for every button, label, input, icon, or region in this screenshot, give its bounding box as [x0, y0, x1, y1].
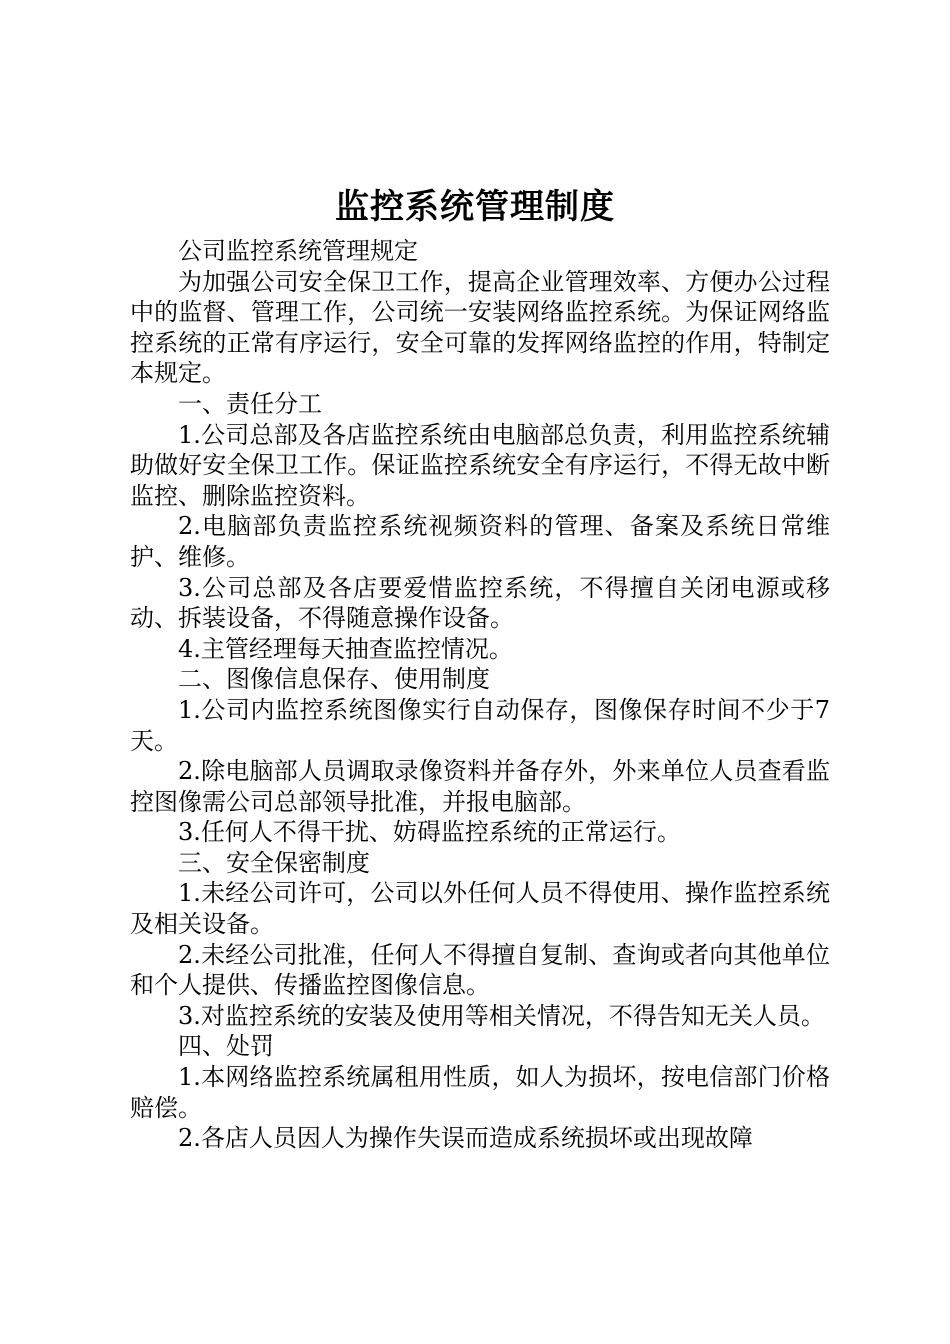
document-body — [130, 236, 830, 1154]
section-heading-penalties: 四、处罚 — [178, 1032, 274, 1061]
clause-paragraph: 3.公司总部及各店要爱惜监控系统，不得擅自关闭电源或移动、拆装设备，不得随意操作设备。 — [130, 573, 830, 633]
clause-paragraph: 1.本网络监控系统属租用性质，如人为损坏，按电信部门价格赔偿。 — [130, 1063, 830, 1122]
section-heading-responsibility: 一、责任分工 — [178, 389, 322, 418]
document-title: 监控系统管理制度 — [335, 187, 615, 227]
clause-paragraph: 2.各店人员因人为操作失误而造成系统损坏或出现故障 — [178, 1124, 753, 1153]
clause-paragraph: 1.公司内监控系统图像实行自动保存，图像保存时间不少于7天。 — [130, 695, 830, 755]
clause-paragraph: 3.对监控系统的安装及使用等相关情况，不得告知无关人员。 — [178, 1001, 825, 1030]
intro-paragraph: 为加强公司安全保卫工作，提高企业管理效率、方便办公过程中的监督、管理工作，公司统一安装网络监控系统。为保证网络监控系统的正常有序运行，安全可靠的发挥网络监控的作用，特制定本规定。 — [130, 267, 830, 388]
section-heading-security: 三、安全保密制度 — [178, 848, 370, 877]
clause-paragraph: 2.除电脑部人员调取录像资料并备存外，外来单位人员查看监控图像需公司总部领导批准，并报电脑部。 — [130, 757, 830, 816]
clause-paragraph: 2.电脑部负责监控系统视频资料的管理、备案及系统日常维护、维修。 — [130, 512, 830, 571]
clause-paragraph: 4.主管经理每天抽查监控情况。 — [178, 634, 513, 663]
clause-paragraph: 3.任何人不得干扰、妨碍监控系统的正常运行。 — [178, 818, 681, 847]
section-heading-image-storage: 二、图像信息保存、使用制度 — [178, 665, 490, 694]
subtitle-paragraph: 公司监控系统管理规定 — [178, 237, 418, 265]
clause-paragraph: 1.未经公司许可，公司以外任何人员不得使用、操作监控系统及相关设备。 — [130, 879, 830, 939]
clause-paragraph: 2.未经公司批准，任何人不得擅自复制、查询或者向其他单位和个人提供、传播监控图像信息。 — [130, 940, 830, 1000]
clause-paragraph: 1.公司总部及各店监控系统由电脑部总负责，利用监控系统辅助做好安全保卫工作。保证监控系统安全有序运行，不得无故中断监控、删除监控资料。 — [130, 420, 830, 510]
